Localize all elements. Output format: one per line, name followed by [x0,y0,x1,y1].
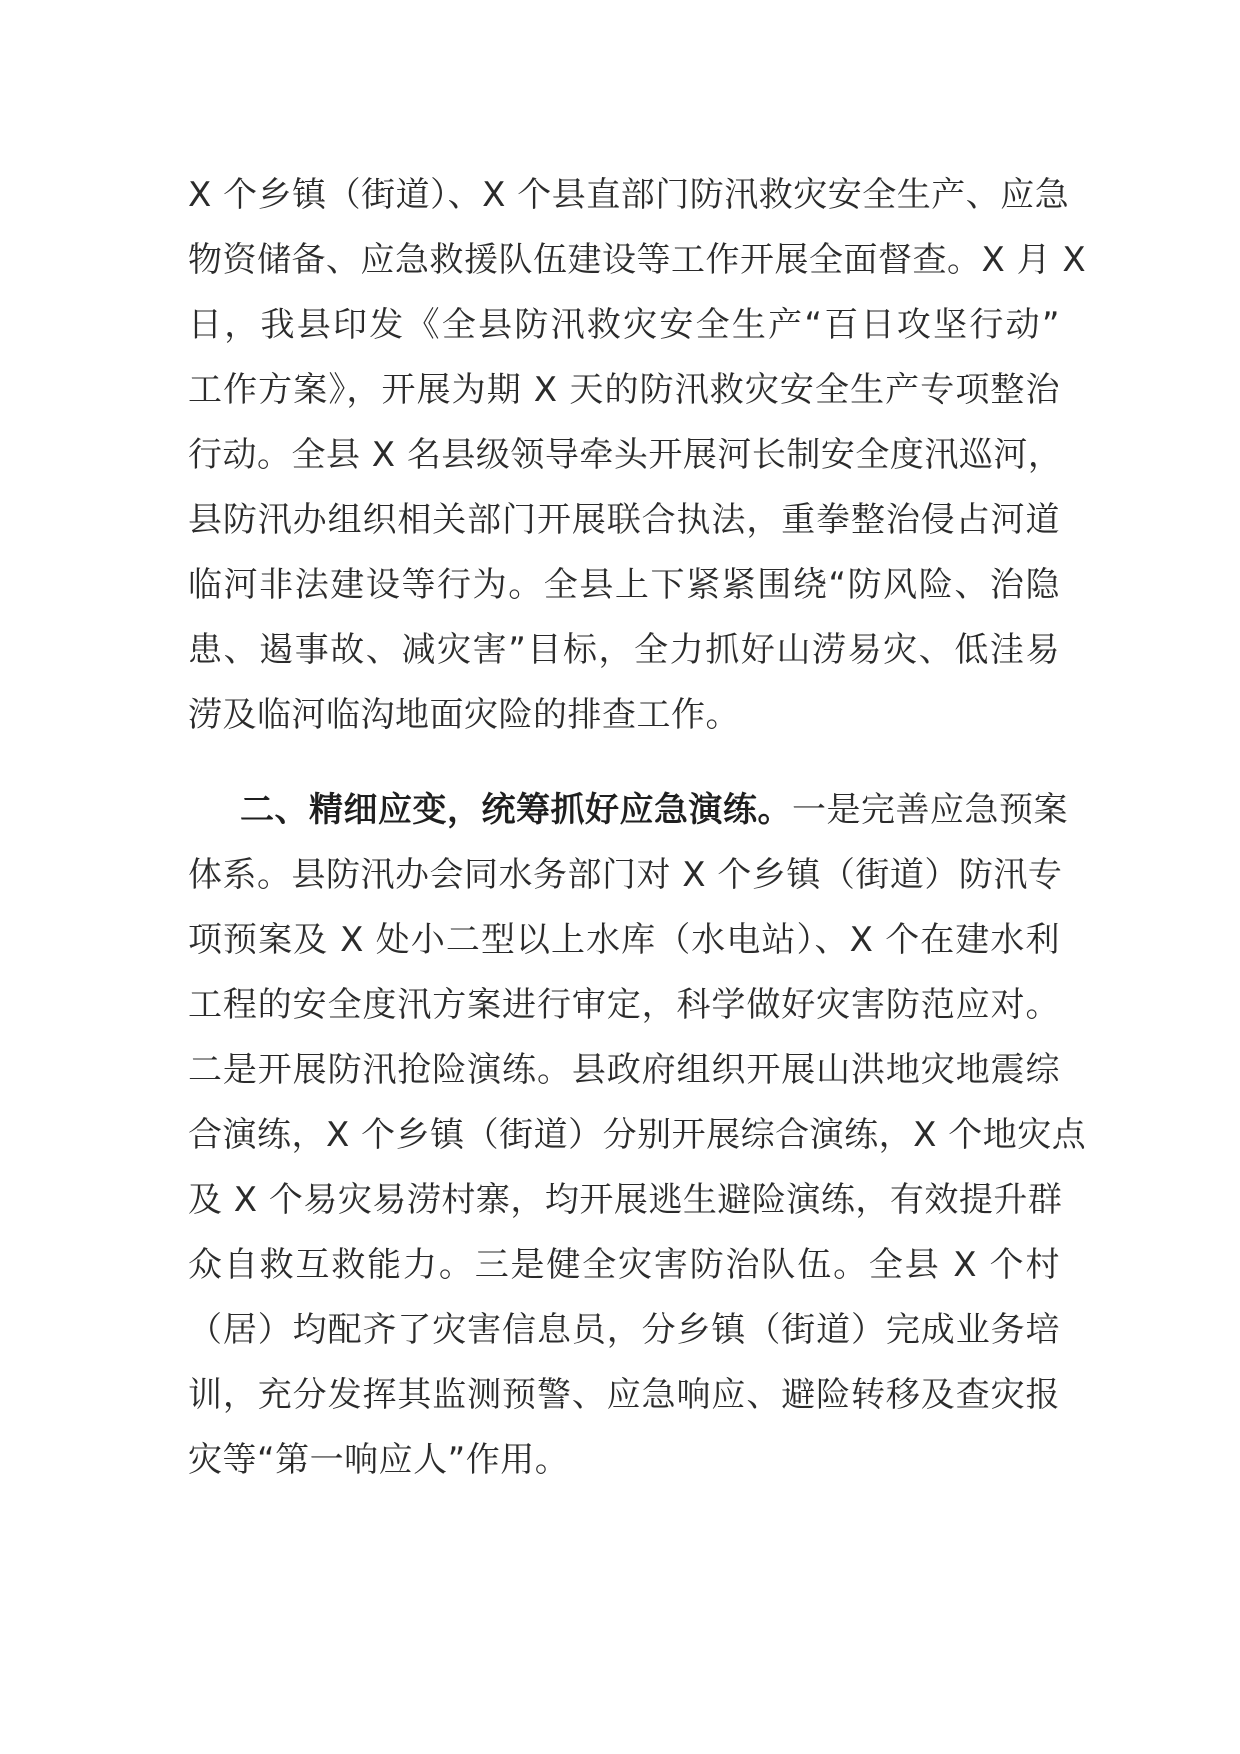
section-heading: 二、精细应变，统筹抓好应急演练。 [240,790,792,830]
paragraph-2-line: 工程的安全度汛方案进行审定，科学做好灾害防范应对。 [188,985,1060,1025]
paragraph-2 [188,778,1087,1493]
paragraph-1-line: 临河非法建设等行为。全县上下紧紧围绕“防风险、治隐 [188,565,1060,605]
paragraph-2-line: 灾等“第一响应人”作用。 [188,1440,570,1480]
paragraph-1-line: X 个乡镇（街道）、X 个县直部门防汛救灾安全生产、应急 [188,175,1070,215]
paragraph-2-first-line-text: 一是完善应急预案 [792,790,1068,830]
paragraph-1-line: 日，我县印发《全县防汛救灾安全生产“百日攻坚行动” [188,305,1060,345]
paragraph-1-line: 物资储备、应急救援队伍建设等工作开展全面督查。X 月 X [188,240,1087,280]
paragraph-2-line: （居）均配齐了灾害信息员，分乡镇（街道）完成业务培 [188,1310,1060,1350]
paragraph-1-line: 县防汛办组织相关部门开展联合执法，重拳整治侵占河道 [188,500,1060,540]
paragraph-1 [188,163,1087,748]
paragraph-2-line: 及 X 个易灾易涝村寨，均开展逃生避险演练，有效提升群 [188,1180,1063,1220]
paragraph-2-line: 二是开展防汛抢险演练。县政府组织开展山洪地灾地震综 [188,1050,1060,1090]
paragraph-1-line: 患、遏事故、减灾害”目标，全力抓好山涝易灾、低洼易 [188,630,1060,670]
paragraph-2-line: 训，充分发挥其监测预警、应急响应、避险转移及查灾报 [188,1375,1060,1415]
paragraph-2-first-line [188,778,1068,843]
paragraph-1-line: 涝及临河临沟地面灾险的排查工作。 [188,695,740,735]
paragraph-1-line: 行动。全县 X 名县级领导牵头开展河长制安全度汛巡河， [188,435,1063,475]
paragraph-2-line: 体系。县防汛办会同水务部门对 X 个乡镇（街道）防汛专 [188,855,1063,895]
paragraph-2-line: 众自救互救能力。三是健全灾害防治队伍。全县 X 个村 [188,1245,1060,1285]
paragraph-2-line: 合演练，X 个乡镇（街道）分别开展综合演练，X 个地灾点 [188,1115,1087,1155]
paragraph-2-line: 项预案及 X 处小二型以上水库（水电站）、X 个在建水利 [188,920,1060,960]
paragraph-1-line: 工作方案》，开展为期 X 天的防汛救灾安全生产专项整治 [188,370,1060,410]
